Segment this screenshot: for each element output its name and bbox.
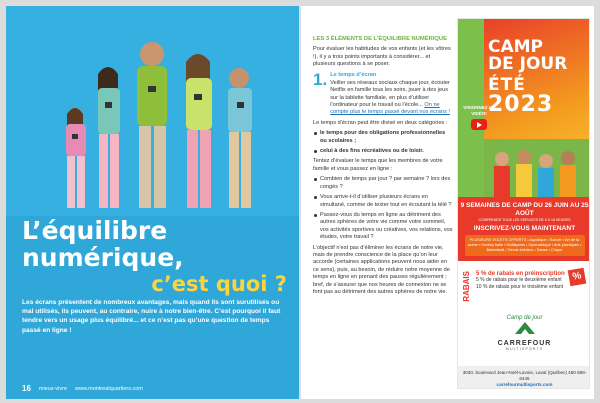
ad-dates-sub: COMPRENDS TOUS LES SERVICES DE 6 À 18 HEURES [478,218,571,222]
percent-badge: % [568,268,587,287]
rabais-line-1: 5 % de rabais en préinscription [476,271,565,277]
ad-website-link[interactable]: carrefourmultisports.com [496,382,553,387]
headline-line-2: numérique, [22,243,184,272]
carrefour-logo-icon [514,321,536,335]
rabais-details [476,271,565,290]
list-item: Passez-vous du temps en ligne au détriment des autres sphères de votre vie comme votre sommeil, vos activités sportives ou créatives, vos relations, vos études, votre travail ? [313,212,453,242]
rabais-line-3: 10 % de rabais pour le troisième enfant [476,283,563,290]
right-page [301,6,594,399]
ad-header [458,19,590,197]
questions-intro: Tentez d’évaluer le temps que les membres de votre famille et vous passez en ligne : [313,158,443,172]
hero-headline [22,218,287,295]
rabais-line-2: 5 % de rabais pour le deuxième enfant [476,277,562,284]
list-item: celui à des fins récréatives ou de loisir. [313,148,453,155]
headline-line-3: c’est quoi ? [151,272,287,296]
footer-website-link[interactable]: www.montrealquartiers.com [75,385,143,392]
page-footer [22,384,143,393]
step-1-link[interactable]: On ne compte plus le temps passé devant nos écrans ! [330,102,450,116]
headline-line-1: L’équilibre [22,216,168,245]
video-link[interactable] [462,105,496,130]
ad-title-year: 2023 [488,92,554,117]
ad-discounts [458,263,590,309]
split-intro: Le temps d’écran peut être divisé en deux catégories : [313,119,448,126]
step-1-number: 1. [313,70,328,90]
rabais-label: RABAIS [462,271,471,302]
article-kicker: LES 3 ÉLÉMENTS DE L’ÉQUILIBRE NUMÉRIQUE [313,36,447,42]
ad-title [488,39,567,116]
ad-address: 3030, boulevard Jean-Noël-Lavoie, Laval (Québec) 450 688-6446 [462,370,587,381]
kids-photo [484,139,590,197]
camp-label: Camp de jour [506,315,543,321]
step-1-text: Veiller ses réseaux sociaux chaque jour, écouter Netflix en famille tous les soirs, jouer à des jeux sur la tablette familiale, en plus d’utiliser l’ordinateur pour le travail ou l’école... [330,79,450,109]
ad-footer [458,366,590,388]
magazine-name: mieux-vivre [38,385,68,392]
list-item: Vous arrive-t-il d’utiliser plusieurs écrans en simultané, comme de texter tout en écoutant la télé ? [313,194,453,209]
page-number: 16 [22,384,31,393]
list-item: Combien de temps par jour ? par semaine ? lors des congés ? [313,176,453,191]
video-label: VISIONNEZ LA VIDÉO! [463,105,495,116]
list-item: le temps pour des obligations professionnelles ou scolaires ; [313,130,453,145]
family-photo [6,6,299,216]
question-list [313,176,453,241]
brand-sub: MULTISPORTS [505,347,544,351]
ad-dates: 9 SEMAINES DE CAMP DU 26 JUIN AU 25 AOÛT [460,202,589,217]
register-now-button[interactable]: INSCRIVEZ-VOUS MAINTENANT [473,225,576,232]
ad-dates-block [458,197,590,261]
youtube-icon[interactable] [471,119,487,130]
article-column [313,36,453,296]
camp-ad[interactable] [457,18,590,389]
ad-brand-logo [458,311,590,363]
conclusion: L’objectif n’est pas d’éliminer les écrans de notre vie, mais de prendre conscience de la place qu’on leur accorde (certaines applications peuvent nous aider en ce sens), puis, au besoin, de réduire notre moyenne de temps en ligne en prenant des pauses régulièrement ; bref, de s’assurer que nos heures de connexion ne se font pas au détriment des autres sphères de notre vie. [313,244,450,295]
step-1 [313,72,453,116]
article-intro: Pour évaluer les habitudes de vos enfants (et les vôtres !), il y a trois points importants à considérer... et plusieurs questions à se poser. [313,46,451,68]
left-page [6,6,299,399]
ad-title-line-2: DE JOUR [488,54,568,74]
brand-name: CARREFOUR [497,340,552,347]
ad-title-line-1: CAMP [488,37,544,57]
category-list [313,130,453,155]
ad-title-line-3: ÉTÉ [488,75,526,95]
step-1-title: Le temps d’écran [330,72,377,79]
activities-list: PLUSIEURS VOLETS OFFERTS • Aquatique • Soccer • Art de la scène • Hockey balle • Multisports • Gymnastique • Arts plastiques • Basketball • Tennis intérieur • Danse • Cirque [465,235,585,256]
lede-paragraph: Les écrans présentent de nombreux avantages, mais quand ils sont surutilisés ou mal utilisés, ils peuvent, au contraire, nuire à notre bien-être. C’est pourquoi il faut tendre vers un usage plus équilibré... et ce n’est pas qu’une question de temps passé en ligne ! [22,299,281,334]
